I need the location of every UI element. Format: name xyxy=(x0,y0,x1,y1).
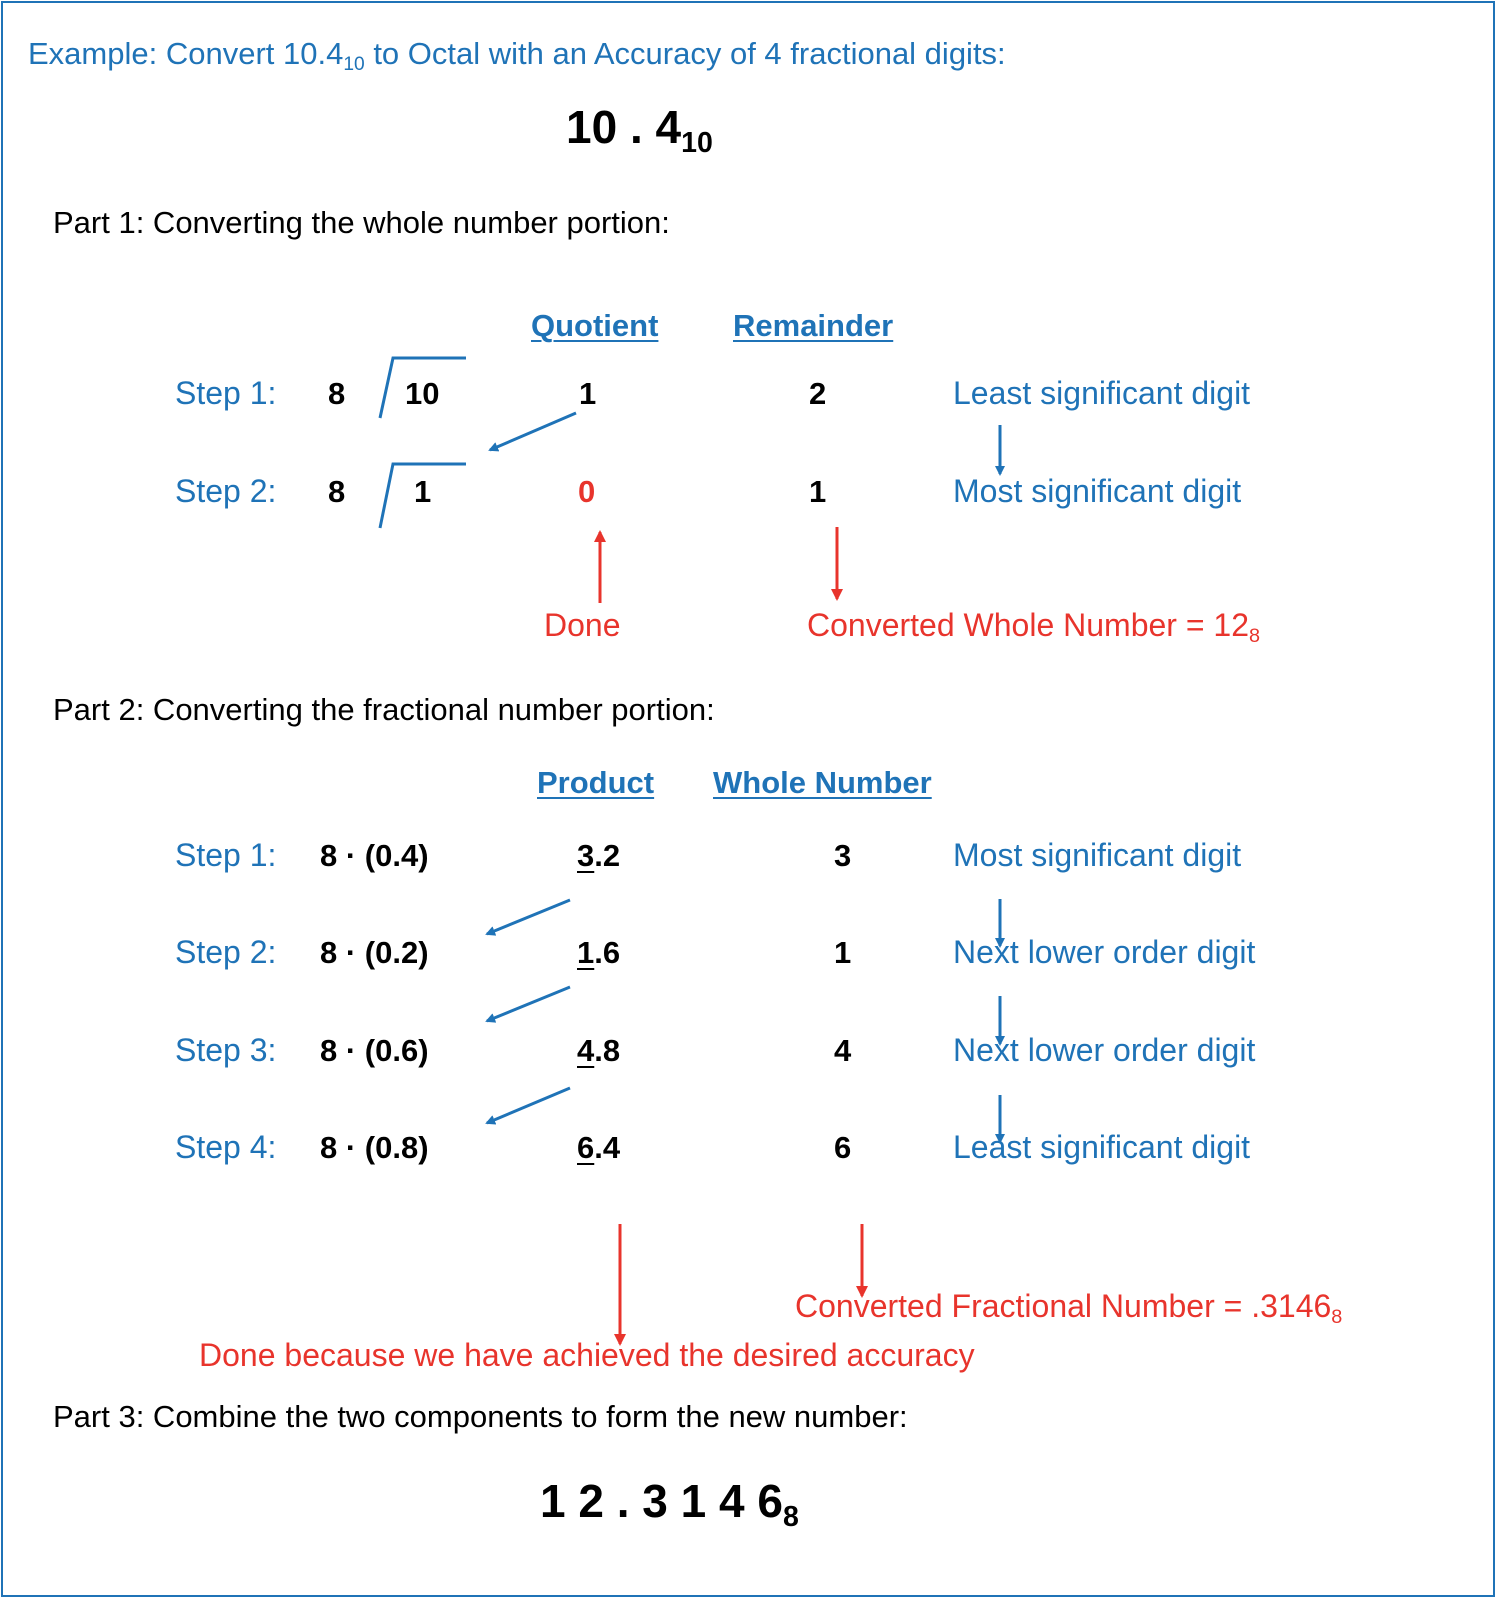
part2-step4-note: Least significant digit xyxy=(953,1129,1251,1165)
part1-step2-divisor: 8 xyxy=(328,474,346,509)
quotient-header: Quotient xyxy=(531,308,659,343)
part2-step4-whole: 6 xyxy=(834,1130,852,1165)
part1-step2-dividend: 1 xyxy=(414,474,432,509)
part1-step1-label: Step 1: xyxy=(175,375,277,411)
part2-step3-label: Step 3: xyxy=(175,1032,277,1068)
whole-number-header: Whole Number xyxy=(713,765,932,800)
final-number: 1 2 . 3 1 4 68 xyxy=(540,1475,799,1533)
part1-heading: Part 1: Converting the whole number portion: xyxy=(53,205,670,240)
part2-step1-expr: 8 · (0.4) xyxy=(320,838,429,873)
part2-done-label: Done because we have achieved the desired accuracy xyxy=(199,1337,975,1373)
part2-step1-note: Most significant digit xyxy=(953,837,1242,873)
part1-step2-note: Most significant digit xyxy=(953,473,1242,509)
division-bracket-step2 xyxy=(380,464,466,528)
part2-step3-expr: 8 · (0.6) xyxy=(320,1033,429,1068)
part2-step2-label: Step 2: xyxy=(175,934,277,970)
part2-heading: Part 2: Converting the fractional number portion: xyxy=(53,692,715,727)
carry-arrow-part2-2 xyxy=(487,987,570,1021)
product-header: Product xyxy=(537,765,655,800)
part1-step1-note: Least significant digit xyxy=(953,375,1251,411)
carry-arrow-part2-1 xyxy=(487,900,570,934)
carry-arrow-part1 xyxy=(490,413,576,450)
part2-step3-product: 4.8 xyxy=(577,1033,621,1068)
part1-step1-remainder: 2 xyxy=(809,376,827,411)
carry-arrow-part2-3 xyxy=(487,1088,570,1123)
part1-step1-quotient: 1 xyxy=(579,376,597,411)
part1-step1-divisor: 8 xyxy=(328,376,346,411)
part2-step2-whole: 1 xyxy=(834,935,852,970)
part1-result: Converted Whole Number = 128 xyxy=(807,607,1261,647)
big-number: 10 . 410 xyxy=(566,101,713,159)
part2-step3-note: Next lower order digit xyxy=(953,1032,1256,1068)
remainder-header: Remainder xyxy=(733,308,894,343)
division-bracket-step1 xyxy=(380,358,466,418)
part1-done-label: Done xyxy=(544,607,621,643)
part1-step2-label: Step 2: xyxy=(175,473,277,509)
part1-step2-quotient: 0 xyxy=(578,474,596,509)
part2-step4-label: Step 4: xyxy=(175,1129,277,1165)
part1-step1-dividend: 10 xyxy=(405,376,440,411)
part1-step2-remainder: 1 xyxy=(809,474,827,509)
part2-step4-product: 6.4 xyxy=(577,1130,621,1165)
part2-step2-product: 1.6 xyxy=(577,935,621,970)
part2-step1-product: 3.2 xyxy=(577,838,621,873)
part2-step2-expr: 8 · (0.2) xyxy=(320,935,429,970)
part2-step1-label: Step 1: xyxy=(175,837,277,873)
part2-step3-whole: 4 xyxy=(834,1033,852,1068)
part3-heading: Part 3: Combine the two components to form the new number: xyxy=(53,1399,908,1434)
part2-result: Converted Fractional Number = .31468 xyxy=(795,1288,1343,1328)
part2-step4-expr: 8 · (0.8) xyxy=(320,1130,429,1165)
part2-step2-note: Next lower order digit xyxy=(953,934,1256,970)
example-title: Example: Convert 10.410 to Octal with an Accuracy of 4 fractional digits: xyxy=(28,36,1006,75)
part2-step1-whole: 3 xyxy=(834,838,852,873)
